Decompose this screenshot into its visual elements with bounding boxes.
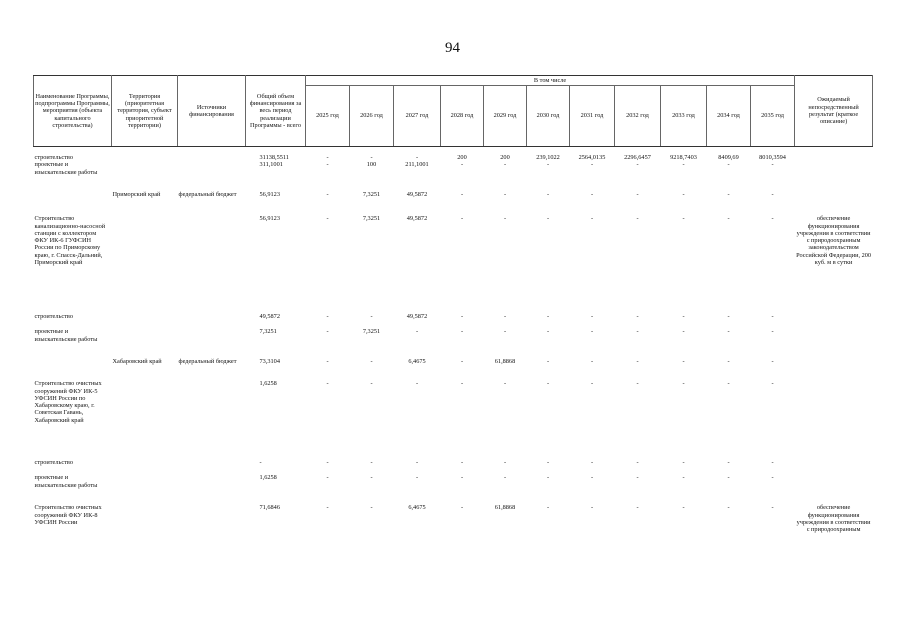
cell-year-value: -: [546, 380, 550, 388]
cell-result: обеспечение функционирования учреждения в соответствии с природоохранным: [796, 504, 871, 534]
cell-territory: [112, 459, 178, 474]
header-source: Источники финансирования: [178, 76, 246, 147]
cell-year-value: -: [326, 161, 329, 169]
cell-total: 31138,5511: [259, 154, 289, 161]
table-row: [34, 191, 873, 215]
cell-year-value: 61,8868: [494, 504, 516, 512]
page-number: 94: [445, 40, 460, 56]
cell-source: [178, 504, 246, 554]
cell-year-value: -: [636, 504, 639, 512]
cell-result: [795, 380, 873, 459]
cell-year-value: -: [370, 313, 373, 321]
header-year: 2025 год: [306, 86, 350, 147]
header-territory: Территория (приоритетная территория, субъект приоритетной территории): [112, 76, 178, 147]
cell-source: [178, 215, 246, 313]
cell-year-value: -: [370, 459, 373, 467]
cell-year-value: 8010,3594: [759, 154, 786, 161]
cell-year-value: -: [771, 504, 774, 512]
cell-year-value: -: [460, 358, 464, 366]
table-row: [34, 358, 873, 380]
cell-total: 56,9123: [259, 215, 280, 223]
cell-year-value: 7,3251: [362, 328, 381, 336]
cell-year-value: -: [326, 328, 329, 336]
cell-year-value: 7,3251: [362, 191, 381, 199]
table-row: [34, 328, 873, 358]
cell-year-value: -: [771, 474, 774, 482]
cell-year-value: -: [682, 504, 685, 512]
header-year: 2034 год: [707, 86, 751, 147]
cell-year-value: -: [503, 313, 507, 321]
cell-year-value: -: [460, 380, 464, 388]
cell-year-value: -: [727, 358, 730, 366]
cell-year-value: -: [636, 380, 639, 388]
cell-year-value: -: [636, 459, 639, 467]
cell-year-value: -: [503, 215, 507, 223]
header-year: 2031 год: [570, 86, 615, 147]
cell-year-value: 6,4675: [408, 504, 426, 512]
cell-name: строительство: [34, 459, 73, 467]
cell-source: [178, 380, 246, 459]
cell-year-value: -: [727, 313, 730, 321]
cell-year-value: -: [682, 328, 685, 336]
cell-year-value: 2564,0135: [578, 154, 606, 161]
cell-name: строительство: [34, 154, 73, 161]
header-result: Ожидаемый непосредственный результат (краткое описание): [795, 76, 873, 147]
cell-year-value: -: [460, 161, 464, 169]
cell-source: федеральный бюджет: [178, 191, 237, 199]
cell-result: [795, 358, 873, 380]
cell-year-value: -: [590, 380, 594, 388]
cell-year-value: -: [682, 313, 685, 321]
cell-year-value: -: [546, 459, 550, 467]
header-year: 2027 год: [394, 86, 441, 147]
cell-year-value: 49,5872: [406, 215, 428, 223]
cell-year-value: -: [771, 358, 774, 366]
header-year: 2032 год: [615, 86, 661, 147]
cell-year-value: 49,5872: [406, 191, 428, 199]
cell-result: [795, 328, 873, 358]
cell-year-value: -: [682, 474, 685, 482]
cell-total: -: [259, 459, 262, 467]
cell-name: Строительство очистных сооружений ФКУ ИК-8 УФСИН России: [34, 504, 102, 526]
table-row: [34, 474, 873, 504]
cell-total: 7,3251: [259, 328, 277, 336]
cell-year-value: -: [727, 380, 730, 388]
cell-year-value: -: [590, 313, 594, 321]
cell-territory: [112, 380, 178, 459]
cell-year-value: -: [636, 358, 639, 366]
header-total: Общий объем финансирования за весь период реализации Программы - всего: [246, 76, 306, 147]
cell-year-value: -: [370, 474, 373, 482]
cell-source: [178, 147, 246, 162]
header-year: 2029 год: [484, 86, 527, 147]
cell-name: [34, 358, 112, 380]
cell-total: 1,6258: [259, 380, 277, 388]
cell-year-value: -: [370, 154, 373, 161]
cell-year-value: 7,3251: [362, 215, 381, 223]
cell-year-value: -: [590, 215, 594, 223]
cell-year-value: -: [727, 215, 730, 223]
cell-result: [795, 313, 873, 328]
cell-year-value: -: [727, 474, 730, 482]
cell-year-value: -: [326, 474, 329, 482]
cell-year-value: -: [503, 191, 507, 199]
cell-total: 73,3104: [259, 358, 280, 366]
cell-year-value: -: [503, 328, 507, 336]
cell-year-value: -: [460, 328, 464, 336]
cell-year-value: -: [590, 358, 594, 366]
cell-year-value: 239,1022: [536, 154, 560, 161]
cell-year-value: -: [326, 313, 329, 321]
cell-name: строительство: [34, 313, 73, 321]
cell-source: [178, 313, 246, 328]
cell-year-value: -: [636, 191, 639, 199]
cell-year-value: -: [771, 191, 774, 199]
cell-year-value: -: [326, 504, 329, 512]
cell-territory: [112, 474, 178, 504]
cell-year-value: 9218,7403: [670, 154, 697, 161]
cell-year-value: 100: [366, 161, 377, 169]
cell-total: 71,6846: [259, 504, 280, 512]
cell-year-value: -: [546, 313, 550, 321]
cell-name: Строительство канализационно-насосной станции с коллектором ФКУ ИК-6 ГУФСИН России по Приморскому краю, г. Спасск-Дальний, Приморский край: [34, 215, 106, 267]
cell-year-value: -: [771, 328, 774, 336]
cell-year-value: -: [546, 328, 550, 336]
cell-year-value: -: [370, 380, 373, 388]
cell-year-value: -: [636, 474, 639, 482]
cell-source: [178, 474, 246, 504]
cell-year-value: -: [415, 474, 419, 482]
cell-result: [795, 474, 873, 504]
cell-name: Строительство очистных сооружений ФКУ ИК-5 УФСИН России по Хабаровскому краю, г. Советская Гавань, Хабаровский край: [34, 380, 102, 424]
cell-year-value: -: [460, 313, 464, 321]
cell-year-value: -: [682, 191, 685, 199]
cell-year-value: -: [546, 191, 550, 199]
cell-year-value: -: [415, 459, 419, 467]
table-row: [34, 459, 873, 474]
cell-year-value: -: [546, 504, 550, 512]
cell-name: [34, 191, 112, 215]
cell-territory: [112, 161, 178, 191]
cell-territory: Хабаровский край: [112, 358, 162, 366]
cell-year-value: -: [503, 161, 507, 169]
header-name: Наименование Программы, подпрограммы Программы, мероприятия (объекта капитального строительства): [34, 76, 112, 147]
cell-year-value: -: [415, 154, 419, 161]
cell-year-value: -: [503, 380, 507, 388]
cell-year-value: -: [727, 191, 730, 199]
table-row: [34, 161, 873, 191]
header-group: В том числе: [306, 76, 795, 86]
cell-year-value: -: [727, 459, 730, 467]
cell-year-value: -: [503, 459, 507, 467]
cell-year-value: -: [546, 358, 550, 366]
cell-year-value: -: [326, 215, 329, 223]
cell-year-value: -: [370, 358, 373, 366]
cell-year-value: -: [590, 504, 594, 512]
header-year: 2026 год: [350, 86, 394, 147]
cell-year-value: 2296,6457: [624, 154, 651, 161]
financing-table: [33, 75, 873, 554]
cell-year-value: -: [636, 161, 639, 169]
cell-source: [178, 459, 246, 474]
cell-year-value: -: [546, 161, 550, 169]
cell-territory: [112, 147, 178, 162]
cell-year-value: -: [546, 215, 550, 223]
cell-year-value: -: [326, 154, 329, 161]
cell-year-value: -: [326, 459, 329, 467]
cell-result: обеспечение функционирования учреждения в соответствии с природоохранным законодательством Российской Федерации, 200 куб. м в сутки: [796, 215, 872, 267]
cell-result: [795, 459, 873, 474]
cell-result: [795, 161, 873, 191]
cell-year-value: -: [771, 313, 774, 321]
table-row: [34, 313, 873, 328]
table-body: [34, 147, 873, 555]
cell-year-value: -: [682, 358, 685, 366]
table-row: [34, 147, 873, 162]
cell-year-value: -: [590, 191, 594, 199]
cell-source: федеральный бюджет: [178, 358, 237, 366]
header-year: 2033 год: [661, 86, 707, 147]
cell-year-value: 49,5872: [406, 313, 428, 321]
cell-name: проектные и изыскательские работы: [34, 474, 98, 489]
cell-year-value: -: [682, 380, 685, 388]
cell-year-value: -: [682, 215, 685, 223]
cell-total: 49,5872: [259, 313, 280, 321]
cell-territory: [112, 504, 178, 554]
cell-year-value: -: [771, 459, 774, 467]
cell-year-value: 6,4675: [408, 358, 426, 366]
cell-year-value: 8409,69: [718, 154, 739, 161]
cell-year-value: -: [682, 459, 685, 467]
cell-year-value: -: [636, 313, 639, 321]
cell-year-value: -: [590, 328, 594, 336]
cell-year-value: -: [460, 459, 464, 467]
header-year: 2028 год: [441, 86, 484, 147]
cell-total: 1,6258: [259, 474, 277, 482]
cell-year-value: 200: [500, 154, 510, 161]
cell-year-value: -: [727, 504, 730, 512]
cell-territory: Приморский край: [112, 191, 161, 199]
cell-total: 56,9123: [259, 191, 280, 199]
cell-year-value: -: [636, 328, 639, 336]
table-row: [34, 504, 873, 554]
header-year: 2030 год: [527, 86, 570, 147]
cell-year-value: -: [682, 161, 685, 169]
cell-total: 311,1001: [259, 161, 283, 169]
table-header: [34, 76, 873, 147]
cell-year-value: -: [503, 474, 507, 482]
cell-year-value: -: [415, 328, 419, 336]
cell-year-value: -: [370, 504, 373, 512]
cell-year-value: -: [546, 474, 550, 482]
cell-year-value: 200: [457, 154, 467, 161]
cell-year-value: -: [460, 504, 464, 512]
cell-year-value: -: [771, 161, 774, 169]
cell-source: [178, 328, 246, 358]
cell-year-value: 61,8868: [494, 358, 516, 366]
cell-year-value: -: [460, 191, 464, 199]
cell-result: [795, 147, 873, 162]
cell-year-value: -: [727, 328, 730, 336]
cell-year-value: -: [326, 191, 329, 199]
cell-year-value: -: [590, 474, 594, 482]
cell-year-value: -: [460, 474, 464, 482]
cell-year-value: -: [460, 215, 464, 223]
cell-year-value: -: [326, 380, 329, 388]
cell-year-value: -: [771, 215, 774, 223]
cell-year-value: -: [636, 215, 639, 223]
cell-year-value: -: [590, 161, 594, 169]
cell-year-value: -: [727, 161, 730, 169]
header-year: 2035 год: [751, 86, 795, 147]
cell-year-value: 211,1001: [405, 161, 429, 169]
cell-source: [178, 161, 246, 191]
cell-year-value: -: [590, 459, 594, 467]
cell-territory: [112, 215, 178, 313]
cell-year-value: -: [771, 380, 774, 388]
cell-name: проектные и изыскательские работы: [34, 328, 98, 343]
cell-year-value: -: [326, 358, 329, 366]
table-row: [34, 380, 873, 459]
cell-territory: [112, 328, 178, 358]
cell-territory: [112, 313, 178, 328]
table-row: [34, 215, 873, 313]
cell-result: [795, 191, 873, 215]
cell-year-value: -: [415, 380, 419, 388]
cell-name: проектные и изыскательские работы: [34, 161, 98, 176]
